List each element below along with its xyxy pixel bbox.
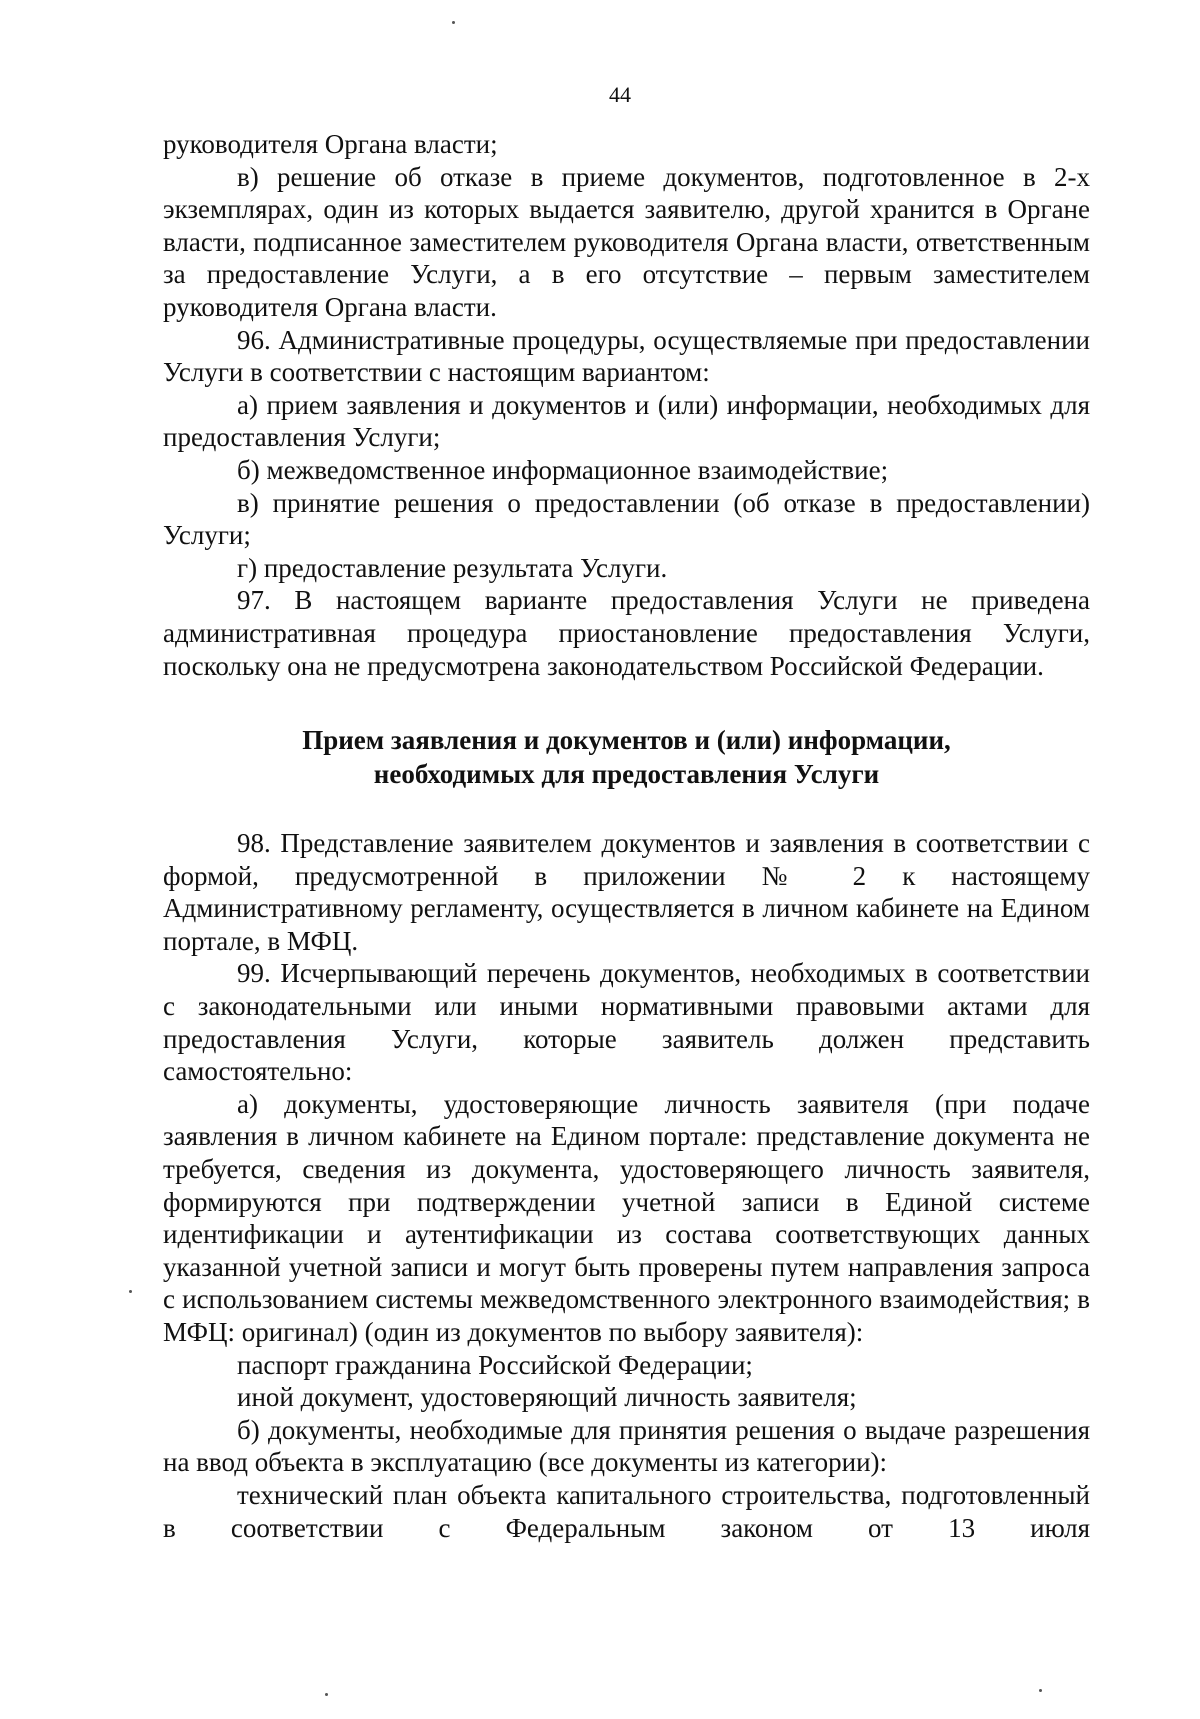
scan-speck	[129, 1290, 132, 1293]
paragraph: 97. В настоящем варианте предоставления Услуги не приведена административная процедура приостановление предоставления Услуги, поскольку она не предусмотрена законодательством Российской Федерации.	[163, 585, 1090, 681]
paragraph: а) документы, удостоверяющие личность заявителя (при подаче заявления в личном кабинете на Едином портале: представление документа не требуется, сведения из документа, удостоверяющего личность заявителя, формируются при подтверждении учетной записи в Единой системе идентификации и аутентификации из состава соответствующих данных указанной учетной записи и могут быть проверены путем направления запроса с использованием системы межведомственного электронного взаимодействия; в МФЦ: оригинал) (один из документов по выбору заявителя):	[163, 1088, 1090, 1347]
section-heading-line: необходимых для предоставления Услуги	[373, 759, 880, 790]
page-number: 44	[609, 82, 631, 107]
paragraph: в) решение об отказе в приеме документов, подготовленное в 2-х экземплярах, один из которых выдается заявителю, другой хранится в Органе власти, подписанное заместителем руководителя Органа власти, ответственным за предоставление Услуги, а в его отсутствие – первым заместителем руководителя Органа власти.	[163, 161, 1090, 322]
paragraph: б) документы, необходимые для принятия решения о выдаче разрешения на ввод объекта в эксплуатацию (все документы из категории):	[163, 1414, 1090, 1478]
paragraph: в) принятие решения о предоставлении (об отказе в предоставлении) Услуги;	[163, 487, 1090, 551]
section-heading-line: Прием заявления и документов и (или) информации,	[302, 725, 951, 756]
paragraph: технический план объекта капитального строительства, подготовленный в соответствии с Федеральным законом от 13 июля	[163, 1479, 1090, 1543]
paragraph: а) прием заявления и документов и (или) информации, необходимых для предоставления Услуги;	[163, 389, 1090, 453]
document-body	[163, 128, 1090, 1544]
scan-speck	[325, 1693, 328, 1696]
paragraph: 96. Административные процедуры, осуществляемые при предоставлении Услуги в соответствии с настоящим вариантом:	[163, 324, 1090, 388]
scan-speck	[1039, 1689, 1042, 1692]
section-heading	[163, 723, 1090, 791]
paragraph: иной документ, удостоверяющий личность заявителя;	[237, 1382, 857, 1413]
paragraph: б) межведомственное информационное взаимодействие;	[237, 454, 889, 485]
paragraph: руководителя Органа власти;	[163, 129, 498, 159]
paragraph: 99. Исчерпывающий перечень документов, необходимых в соответствии с законодательными или иными нормативными правовыми актами для предоставления Услуги, которые заявитель должен представить самостоятельно:	[163, 958, 1090, 1087]
paragraph: паспорт гражданина Российской Федерации;	[237, 1349, 753, 1380]
paragraph: 98. Представление заявителем документов и заявления в соответствии с формой, предусмотренной в приложении № 2 к настоящему Административному регламенту, осуществляется в личном кабинете на Едином портале, в МФЦ.	[163, 828, 1090, 956]
scan-speck	[452, 21, 455, 24]
paragraph: г) предоставление результата Услуги.	[237, 552, 668, 583]
